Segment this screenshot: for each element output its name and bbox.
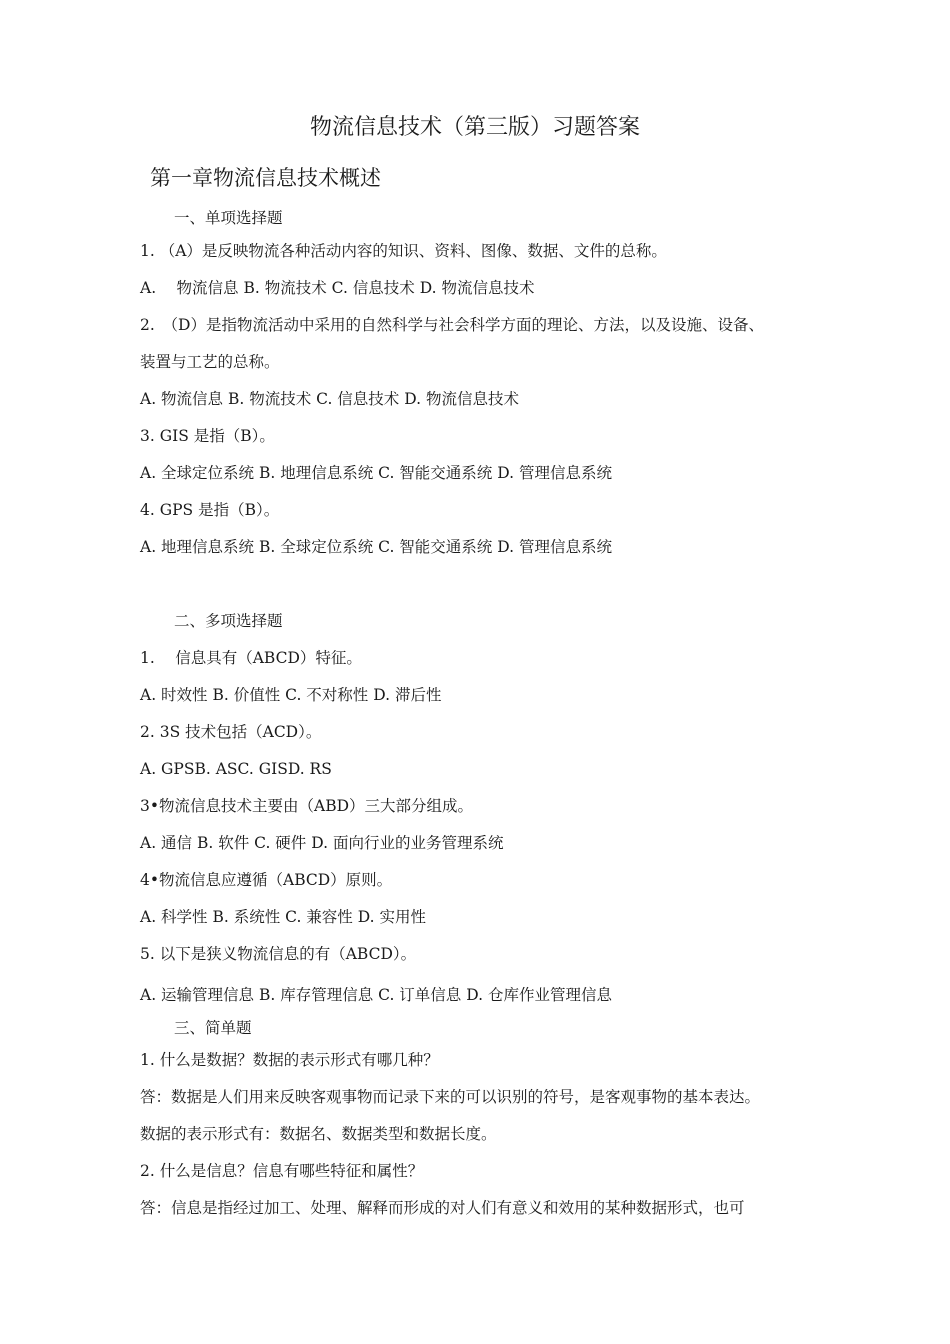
chapter-title: 第一章物流信息技术概述 bbox=[150, 166, 381, 190]
question-line: 3. GIS 是指（B）。 bbox=[140, 427, 275, 445]
answer-line: 数据的表示形式有：数据名、数据类型和数据长度。 bbox=[140, 1125, 497, 1143]
options-line: A. 物流信息 B. 物流技术 C. 信息技术 D. 物流信息技术 bbox=[140, 279, 535, 297]
options-line: A. 地理信息系统 B. 全球定位系统 C. 智能交通系统 D. 管理信息系统 bbox=[140, 538, 612, 556]
options-line: A. 全球定位系统 B. 地理信息系统 C. 智能交通系统 D. 管理信息系统 bbox=[140, 464, 612, 482]
question-line: 3•物流信息技术主要由（ABD）三大部分组成。 bbox=[140, 797, 474, 815]
options-line: A. GPSB. ASC. GISD. RS bbox=[140, 760, 332, 778]
section-heading-short-answer: 三、简单题 bbox=[174, 1019, 252, 1037]
question-line: 1. （A）是反映物流各种活动内容的知识、资料、图像、数据、文件的总称。 bbox=[140, 242, 667, 260]
answer-line: 答：数据是人们用来反映客观事物而记录下来的可以识别的符号，是客观事物的基本表达。 bbox=[140, 1088, 761, 1106]
question-line: 1. 什么是数据？数据的表示形式有哪几种？ bbox=[140, 1051, 439, 1069]
options-line: A. 科学性 B. 系统性 C. 兼容性 D. 实用性 bbox=[140, 908, 426, 926]
question-line-continued: 装置与工艺的总称。 bbox=[140, 353, 280, 371]
options-line: A. 时效性 B. 价值性 C. 不对称性 D. 滞后性 bbox=[140, 686, 442, 704]
options-line: A. 通信 B. 软件 C. 硬件 D. 面向行业的业务管理系统 bbox=[140, 834, 504, 852]
options-line: A. 运输管理信息 B. 库存管理信息 C. 订单信息 D. 仓库作业管理信息 bbox=[140, 986, 612, 1004]
question-line: 4•物流信息应遵循（ABCD）原则。 bbox=[140, 871, 393, 889]
document-title: 物流信息技术（第三版）习题答案 bbox=[309, 115, 640, 140]
question-line: 2. 什么是信息？信息有哪些特征和属性？ bbox=[140, 1162, 424, 1180]
options-line: A. 物流信息 B. 物流技术 C. 信息技术 D. 物流信息技术 bbox=[140, 390, 519, 408]
question-line: 4. GPS 是指（B）。 bbox=[140, 501, 280, 519]
section-heading-multiple-choice: 二、多项选择题 bbox=[174, 612, 283, 630]
section-heading-single-choice: 一、单项选择题 bbox=[174, 209, 283, 227]
question-line: 2. 3S 技术包括（ACD）。 bbox=[140, 723, 322, 741]
question-line: 5. 以下是狭义物流信息的有（ABCD）。 bbox=[140, 945, 417, 963]
question-line: 2. （D）是指物流活动中采用的自然科学与社会科学方面的理论、方法，以及设施、设备、 bbox=[140, 316, 764, 334]
question-line: 1. 信息具有（ABCD）特征。 bbox=[140, 649, 362, 667]
answer-line: 答：信息是指经过加工、处理、解释而形成的对人们有意义和效用的某种数据形式，也可 bbox=[140, 1199, 745, 1217]
